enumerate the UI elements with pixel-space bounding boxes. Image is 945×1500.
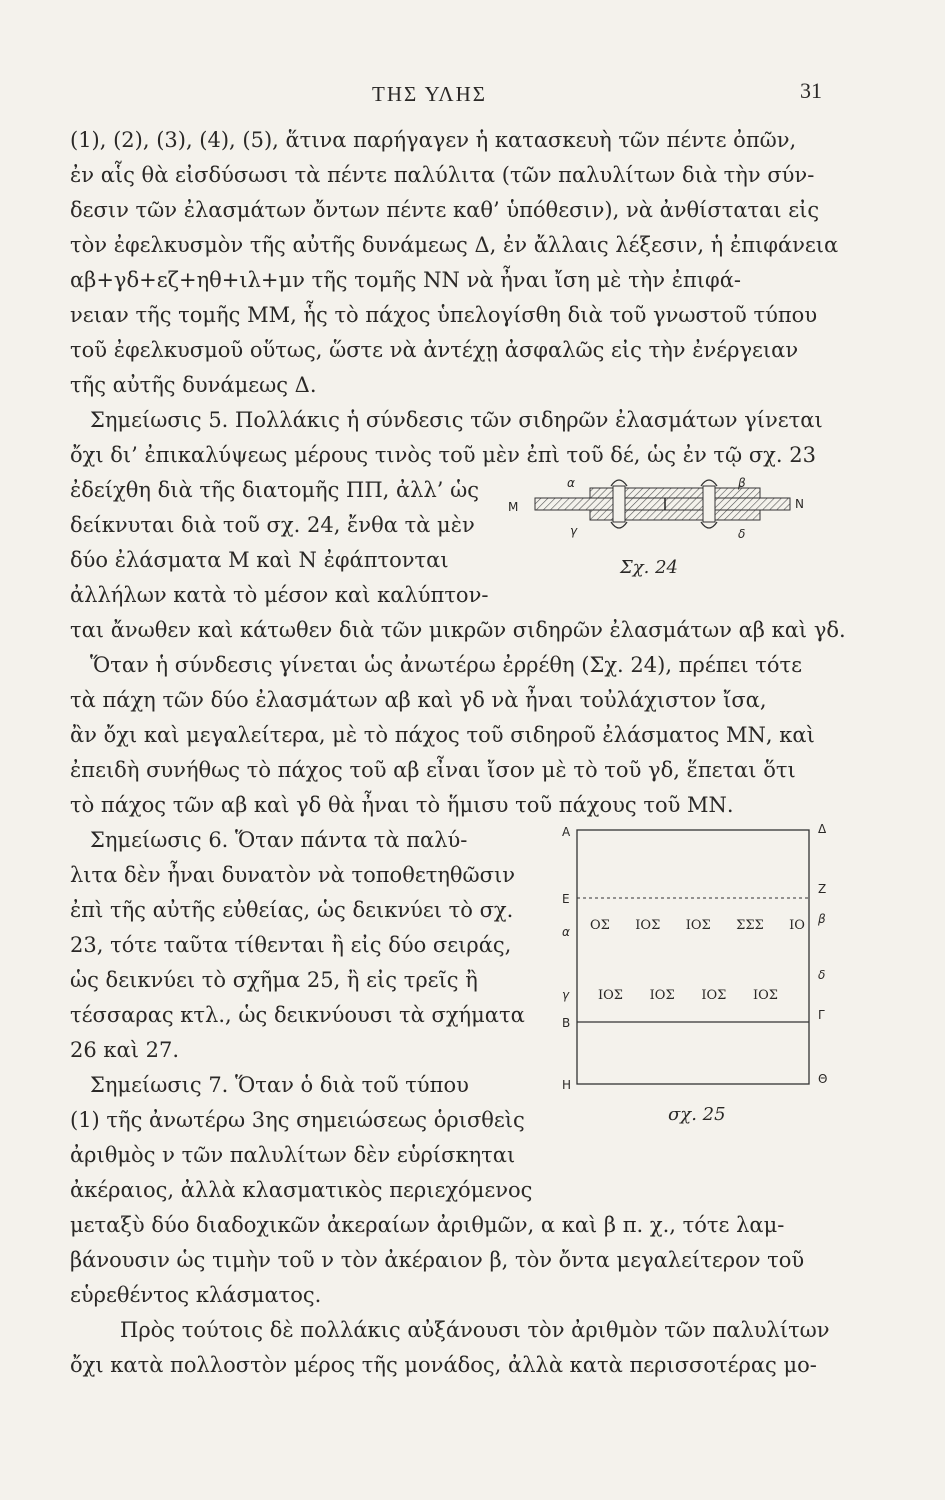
fig24-label-g: γ — [570, 524, 578, 538]
text-line: ἀλλήλων κατὰ τὸ μέσον καὶ καλύπτον- — [70, 583, 489, 607]
text-line: ἐπὶ τῆς αὐτῆς εὐθείας, ὡς δεικνύει τὸ σχ. — [70, 898, 514, 922]
rivet-row-upper — [590, 918, 805, 933]
rivet-mark: ΙΟΣ — [685, 918, 711, 933]
text-line: ἂν ὄχι καὶ μεγαλείτερα, μὲ τὸ πάχος τοῦ σιδηροῦ ἐλάσματος ΜΝ, καὶ — [70, 723, 815, 747]
rivet-mark: ΟΣ — [590, 918, 610, 933]
fig24-label-b: β — [738, 476, 746, 490]
text-line: Σημείωσις 7. Ὅταν ὁ διὰ τοῦ τύπου — [90, 1073, 469, 1097]
text-line: ἀκέραιος, ἀλλὰ κλασματικὸς περιεχόμενος — [70, 1178, 533, 1202]
fig25-label-a: α — [562, 925, 570, 939]
fig25-label-E: Ε — [562, 892, 570, 906]
text-line: νειαν τῆς τομῆς ΜΜ, ἧς τὸ πάχος ὑπελογίσθη διὰ τοῦ γνωστοῦ τύπου — [70, 303, 818, 327]
text-line: τῆς αὐτῆς δυνάμεως Δ. — [70, 373, 317, 397]
text-line: δεσιν τῶν ἐλασμάτων ὄντων πέντε καθ’ ὑπόθεσιν), νὰ ἀνθίσταται εἰς — [70, 198, 820, 222]
rivet — [703, 486, 715, 522]
text-line: δείκνυται διὰ τοῦ σχ. 24, ἔνθα τὰ μὲν — [70, 513, 475, 537]
fig25-label-H: Η — [562, 1078, 572, 1092]
text-line: βάνουσιν ὡς τιμὴν τοῦ ν τὸν ἀκέραιον β, τὸν ὄντα μεγαλείτερον τοῦ — [70, 1248, 805, 1272]
text-line: Σημείωσις 5. Πολλάκις ἡ σύνδεσις τῶν σιδηρῶν ἐλασμάτων γίνεται — [90, 408, 823, 432]
rivet — [613, 486, 625, 522]
text-line: Ὅταν ἡ σύνδεσις γίνεται ὡς ἀνωτέρω ἐρρέθη (Σχ. 24), πρέπει τότε — [90, 653, 803, 677]
text-line: (1) τῆς ἀνωτέρω 3ης σημειώσεως ὁρισθεὶς — [70, 1108, 525, 1132]
rivet-mark: ΙΟΣ — [649, 988, 675, 1003]
rivet-mark: ΙΟΣ — [701, 988, 727, 1003]
text-line: ἀριθμὸς ν τῶν παλυλίτων δὲν εὑρίσκηται — [70, 1143, 516, 1167]
fig24-label-d: δ — [738, 527, 746, 541]
text-line: τὸν ἐφελκυσμὸν τῆς αὐτῆς δυνάμεως Δ, ἐν ἄλλαις λέξεσιν, ἡ ἐπιφάνεια — [70, 233, 839, 257]
text-line: 26 καὶ 27. — [70, 1038, 180, 1062]
text-line: εὑρεθέντος κλάσματος. — [70, 1283, 322, 1307]
text-line: (1), (2), (3), (4), (5), ἅτινα παρήγαγεν ἡ κατασκευὴ τῶν πέντε ὀπῶν, — [70, 128, 797, 152]
text-line: ἐν αἷς θὰ εἰσδύσωσι τὰ πέντε παλύλιτα (τῶν παλυλίτων διὰ τὴν σύν- — [70, 163, 815, 187]
fig24-label-m: Μ — [508, 500, 519, 514]
figure-25-drawing — [575, 828, 815, 1088]
rivet-row-lower — [598, 988, 778, 1003]
fig25-label-Th: Θ — [818, 1072, 828, 1086]
plate-outline — [577, 830, 809, 1084]
fig25-label-b: β — [818, 912, 826, 926]
text-line: δύο ἐλάσματα Μ καὶ Ν ἐφάπτονται — [70, 548, 449, 572]
figure-25-caption: σχ. 25 — [668, 1104, 726, 1125]
text-line: Σημείωσις 6. Ὅταν πάντα τὰ παλύ- — [90, 828, 468, 852]
running-head: ΤΗΣ ΥΛΗΣ — [372, 82, 488, 106]
text-line: τὰ πάχη τῶν δύο ἐλασμάτων αβ καὶ γδ νὰ ἦναι τοὐλάχιστον ἴσα, — [70, 688, 767, 712]
fig25-label-A: Α — [562, 825, 571, 839]
fig24-label-n: Ν — [795, 497, 804, 511]
fig25-label-G: Γ — [818, 1008, 825, 1022]
figure-24-drawing — [505, 470, 825, 550]
text-line: ἐδείχθη διὰ τῆς διατομῆς ΠΠ, ἀλλ’ ὡς — [70, 478, 480, 502]
rivet-mark: ΙΟΣ — [753, 988, 778, 1003]
rivet-mark: ΙΟΣ — [598, 988, 623, 1003]
text-line: τὸ πάχος τῶν αβ καὶ γδ θὰ ἦναι τὸ ἥμισυ τοῦ πάχους τοῦ ΜΝ. — [70, 793, 734, 817]
text-line: αβ+γδ+εζ+ηθ+ιλ+μν τῆς τομῆς ΝΝ νὰ ἦναι ἴση μὲ τὴν ἐπιφά- — [70, 268, 742, 292]
main-plate-mn — [535, 498, 790, 510]
rivet-mark: ΣΣΣ — [736, 918, 764, 933]
fig25-label-B: Β — [562, 1016, 571, 1030]
text-line: λιτα δὲν ἦναι δυνατὸν νὰ τοποθετηθῶσιν — [70, 863, 516, 887]
text-line: ὡς δεικνύει τὸ σχῆμα 25, ἢ εἰς τρεῖς ἢ — [70, 968, 478, 992]
fig25-label-g: γ — [562, 988, 570, 1002]
fig25-label-d: δ — [818, 968, 826, 982]
text-line: ἐπειδὴ συνήθως τὸ πάχος τοῦ αβ εἶναι ἴσον μὲ τὸ τοῦ γδ, ἕπεται ὅτι — [70, 758, 796, 782]
text-line: μεταξὺ δύο διαδοχικῶν ἀκεραίων ἀριθμῶν, α καὶ β π. χ., τότε λαμ- — [70, 1213, 785, 1237]
text-line: ται ἄνωθεν καὶ κάτωθεν διὰ τῶν μικρῶν σιδηρῶν ἐλασμάτων αβ καὶ γδ. — [70, 618, 846, 642]
text-line: ὄχι δι’ ἐπικαλύψεως μέρους τινὸς τοῦ μὲν ἐπὶ τοῦ δέ, ὡς ἐν τῷ σχ. 23 — [70, 443, 816, 467]
rivet-mark: ΙΟ — [789, 918, 805, 933]
fig25-label-Z: Ζ — [818, 882, 827, 896]
text-line: 23, τότε ταῦτα τίθενται ἢ εἰς δύο σειράς, — [70, 933, 512, 957]
fig24-label-a: α — [567, 476, 575, 490]
text-line: Πρὸς τούτοις δὲ πολλάκις αὐξάνουσι τὸν ἀριθμὸν τῶν παλυλίτων — [120, 1318, 830, 1342]
text-line: τέσσαρας κτλ., ὡς δεικνύουσι τὰ σχήματα — [70, 1003, 525, 1027]
fig25-label-D: Δ — [818, 822, 827, 836]
text-line: τοῦ ἐφελκυσμοῦ οὕτως, ὥστε νὰ ἀντέχῃ ἀσφαλῶς εἰς τὴν ἐνέργειαν — [70, 338, 799, 362]
rivet-mark: ΙΟΣ — [635, 918, 661, 933]
text-line: ὄχι κατὰ πολλοστὸν μέρος τῆς μονάδος, ἀλλὰ κατὰ περισσοτέρας μο- — [70, 1353, 817, 1377]
figure-24-caption: Σχ. 24 — [620, 557, 678, 578]
page-number: 31 — [800, 78, 822, 103]
